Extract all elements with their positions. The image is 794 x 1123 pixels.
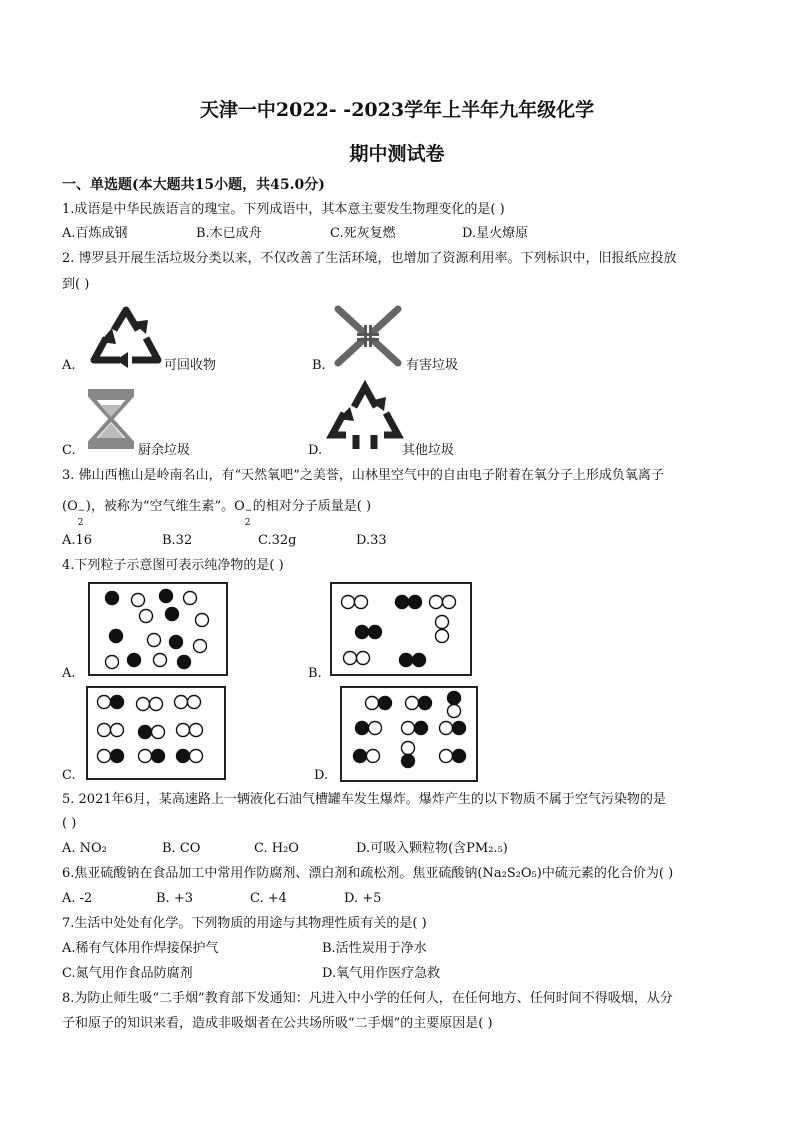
dark-atom [111,750,124,763]
q7-stem: 7.生活中处处有化学。下列物质的用途与其物理性质有关的是( ) [62,916,427,931]
light-atom [140,610,153,623]
particle-diagram-c [88,688,224,778]
kitchen-waste-icon [86,387,136,451]
light-atom [111,724,124,737]
q4-option-b-letter: B. [308,666,322,681]
dark-atom [356,626,369,639]
q2-stem-line-2: 到( ) [62,277,90,292]
q3-ion-sup-2: − [244,506,253,516]
q3-option-a: A.16 [62,533,93,548]
q3-stem-middle: )，被称为“空气维生素”。 [85,499,235,514]
q1-option-b: B.木已成舟 [196,226,262,241]
light-atom [98,750,111,763]
q3-ion-sub-2: 2 [244,518,251,528]
q5-stem-line-2: ( ) [62,816,77,831]
light-atom [177,724,190,737]
dark-atom [139,726,152,739]
light-atom [367,750,380,763]
light-atom [430,596,443,609]
q6-option-a: A. -2 [62,891,93,906]
q2-option-a-letter: A. [62,358,76,373]
q3-open-paren: ( [62,499,68,514]
q8-stem-line-2: 子和原子的知识来看，造成非吸烟者在公共场所吸“二手烟”的主要原因是( ) [62,1016,493,1031]
particle-diagram-d [342,688,476,780]
light-atom [188,696,201,709]
q3-stem-line-1: 3. 佛山西樵山是岭南名山，有“天然氧吧”之美誉，山林里空气中的自由电子附着在氧分子上形成负氧离子 [62,468,664,483]
dark-atom [177,750,190,763]
q3-option-d: D.33 [356,533,387,548]
dark-atom [178,656,191,669]
q3-option-b: B.32 [162,533,193,548]
title-line-1: 天津一中2022- -2023学年上半年九年级化学 [199,99,595,121]
q6-option-d: D. +5 [344,891,382,906]
q5-stem-line-1: 5. 2021年6月，某高速路上一辆液化石油气槽罐车发生爆炸。爆炸产生的以下物质不属于空气污染物的是 [62,792,666,807]
q1-option-a: A.百炼成钢 [62,226,128,241]
q2-option-b-letter: B. [312,358,326,373]
light-atom [344,652,357,665]
light-atom [355,596,368,609]
q5-option-a: A. NO₂ [62,841,107,856]
q6-stem: 6.焦亚硫酸钠在食品加工中常用作防腐剂、漂白剂和疏松剂。焦亚硫酸钠(Na₂S₂O₅)中硫元素的化合价为( ) [62,866,674,881]
q2-option-a-label: 可回收物 [164,358,217,373]
dark-atom [111,696,124,709]
dark-atom [106,592,119,605]
light-atom [448,705,461,718]
q7-option-b: B.活性炭用于净水 [322,941,427,956]
q5-option-b: B. CO [162,841,201,856]
dark-atom [396,596,409,609]
dark-atom [128,654,141,667]
q2-option-b-label: 有害垃圾 [406,358,459,373]
light-atom [98,696,111,709]
dark-atom [419,697,432,710]
light-atom [406,697,419,710]
q1-stem: 1.成语是中华民族语言的瑰宝。下列成语中，其本意主要发生物理变化的是( ) [62,202,505,217]
recycle-icon [86,300,166,370]
q1-option-c: C.死灰复燃 [330,226,396,241]
dark-atom [413,654,426,667]
q3-ion-sup-1: − [77,506,86,516]
q7-option-d: D.氧气用作医疗急救 [322,966,441,981]
dark-atom [110,630,123,643]
light-atom [440,750,453,763]
light-atom [402,742,415,755]
dark-atom [160,590,173,603]
light-atom [436,630,449,643]
dark-atom [400,654,413,667]
dark-atom [166,608,179,621]
dark-atom [453,750,466,763]
dark-atom [379,697,392,710]
particle-box-d [340,686,478,782]
light-atom [139,750,152,763]
light-atom [190,750,203,763]
light-atom [150,698,163,711]
q4-option-c-letter: C. [62,768,76,783]
section-heading: 一、单选题(本大题共15小题，共45.0分) [62,177,325,193]
q6-option-b: B. +3 [156,891,193,906]
q4-stem: 4.下列粒子示意图可表示纯净物的是( ) [62,558,284,573]
q5-option-d: D.可吸入颗粒物(含PM₂.₅) [356,841,508,856]
dark-atom [402,755,415,768]
particle-diagram-b [332,584,470,674]
particle-box-b [330,582,472,676]
particle-box-c [86,686,226,780]
light-atom [137,698,150,711]
dark-atom [415,722,428,735]
q2-option-d-label: 其他垃圾 [402,443,455,458]
q6-option-c: C. +4 [250,891,287,906]
particle-diagram-a [90,584,226,674]
dark-atom [448,692,461,705]
light-atom [194,640,207,653]
dark-atom [170,636,183,649]
q3-stem-line-2 [62,499,372,528]
dark-atom [152,750,165,763]
light-atom [369,722,382,735]
light-atom [342,596,355,609]
q2-option-d-letter: D. [308,443,323,458]
light-atom [148,634,161,647]
q7-option-c: C.氮气用作食品防腐剂 [62,966,193,981]
dark-atom [354,750,367,763]
light-atom [402,722,415,735]
dark-atom [369,626,382,639]
q7-option-a: A.稀有气体用作焊接保护气 [62,941,219,956]
other-waste-icon [326,381,404,453]
q4-option-d-letter: D. [314,768,329,783]
q3-option-c: C.32g [258,533,297,548]
light-atom [440,722,453,735]
light-atom [184,592,197,605]
light-atom [98,724,111,737]
light-atom [190,724,203,737]
particle-box-a [88,582,228,676]
light-atom [366,697,379,710]
light-atom [106,656,119,669]
dark-atom [409,596,422,609]
light-atom [443,596,456,609]
q2-option-c-label: 厨余垃圾 [138,443,191,458]
light-atom [132,594,145,607]
q3-ion-symbol-1: O [67,499,78,514]
q1-option-d: D.星火燎原 [462,226,529,241]
q4-option-a-letter: A. [62,666,76,681]
q3-ion-symbol-2: O [234,499,245,514]
light-atom [436,616,449,629]
light-atom [152,726,165,739]
q2-stem-line-1: 2. 博罗县开展生活垃圾分类以来，不仅改善了生活环境，也增加了资源利用率。下列标识中，旧报纸应投放 [62,251,677,266]
q3-stem-end: 的相对分子质量是( ) [252,499,372,514]
title-line-2: 期中测试卷 [349,143,445,165]
light-atom [154,654,167,667]
light-atom [175,696,188,709]
q2-option-c-letter: C. [62,443,76,458]
q5-option-c: C. H₂O [254,841,299,856]
hazardous-waste-icon [332,303,404,369]
q8-stem-line-1: 8.为防止师生吸“二手烟”教育部下发通知：凡进入中小学的任何人，在任何地方、任何时间不得吸烟，从分 [62,991,673,1006]
dark-atom [453,722,466,735]
light-atom [357,652,370,665]
light-atom [196,614,209,627]
dark-atom [356,722,369,735]
q3-ion-sub-1: 2 [77,518,84,528]
